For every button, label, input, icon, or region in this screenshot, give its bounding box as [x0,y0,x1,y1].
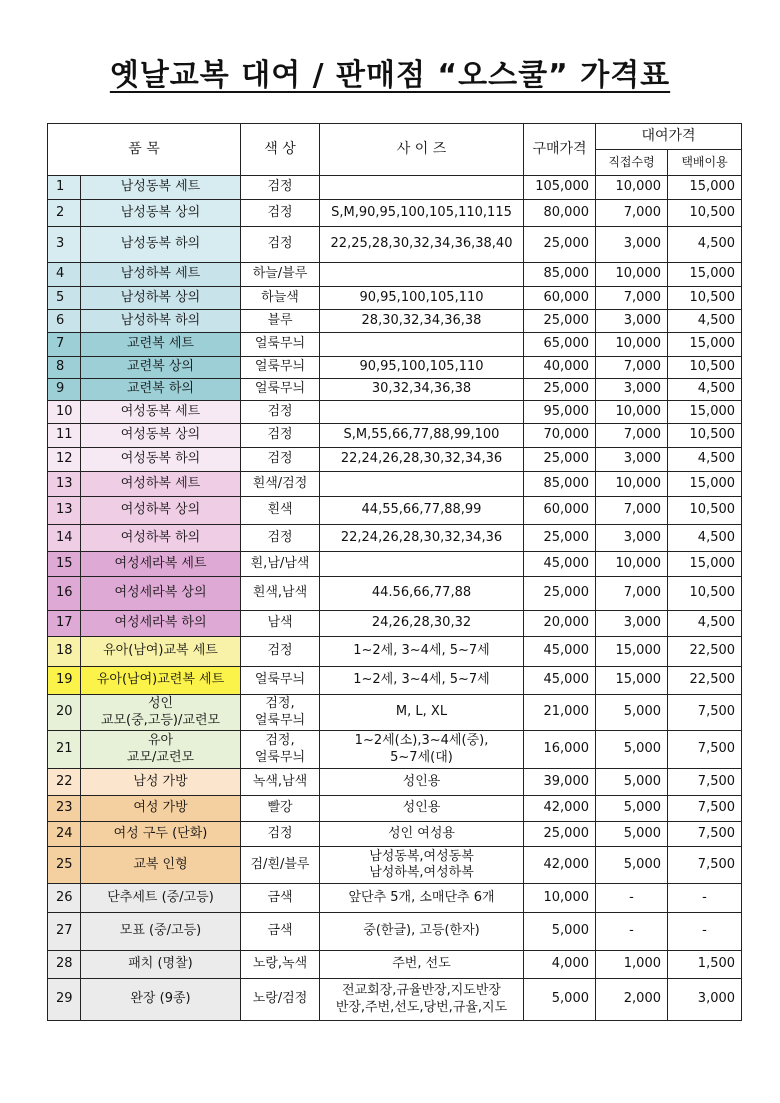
cell-direct: 2,000 [596,979,668,1021]
cell-item: 모표 (중/고등) [81,913,241,951]
cell-item: 여성동복 상의 [81,424,241,448]
table-row [48,472,742,497]
cell-size [320,333,524,357]
cell-size: 성인 여성용 [320,822,524,847]
cell-size: S,M,55,66,77,88,99,100 [320,424,524,448]
cell-no: 15 [48,552,81,577]
cell-size [320,263,524,287]
cell-delivery: 22,500 [668,637,742,667]
cell-delivery: 1,500 [668,951,742,979]
cell-no: 3 [48,227,81,263]
cell-no: 14 [48,525,81,552]
cell-delivery: 4,500 [668,525,742,552]
cell-purchase: 45,000 [524,667,596,695]
table-row [48,263,742,287]
cell-purchase: 105,000 [524,176,596,200]
cell-no: 5 [48,287,81,310]
table-row [48,611,742,637]
cell-purchase: 42,000 [524,796,596,822]
cell-direct: 5,000 [596,769,668,796]
cell-direct: - [596,913,668,951]
cell-item: 남성하복 세트 [81,263,241,287]
table-row [48,424,742,448]
cell-direct: 5,000 [596,847,668,884]
cell-item: 남성 가방 [81,769,241,796]
cell-no: 10 [48,401,81,424]
cell-direct: 5,000 [596,796,668,822]
cell-direct: 7,000 [596,577,668,611]
cell-color: 금색 [241,913,320,951]
cell-delivery: 4,500 [668,310,742,333]
cell-purchase: 25,000 [524,379,596,401]
table-row [48,695,742,731]
cell-purchase: 42,000 [524,847,596,884]
cell-color: 노랑,녹색 [241,951,320,979]
cell-delivery: 4,500 [668,611,742,637]
cell-color: 하늘색 [241,287,320,310]
cell-direct: 10,000 [596,472,668,497]
cell-size: 전교회장,규율반장,지도반장 반장,주번,선도,당번,규율,지도 [320,979,524,1021]
table-row [48,227,742,263]
cell-item: 여성 구두 (단화) [81,822,241,847]
table-row [48,200,742,227]
cell-purchase: 5,000 [524,979,596,1021]
table-row [48,497,742,525]
cell-direct: 5,000 [596,695,668,731]
cell-size [320,401,524,424]
cell-color: 검정 [241,401,320,424]
table-row [48,176,742,200]
cell-direct: 10,000 [596,401,668,424]
cell-color: 검/흰/블루 [241,847,320,884]
cell-delivery: 15,000 [668,472,742,497]
cell-size [320,552,524,577]
cell-purchase: 25,000 [524,448,596,472]
table-row [48,769,742,796]
header-color: 색 상 [241,124,320,176]
table-row [48,287,742,310]
cell-delivery: 15,000 [668,263,742,287]
header-purchase: 구매가격 [524,124,596,176]
cell-no: 11 [48,424,81,448]
cell-no: 8 [48,357,81,379]
cell-delivery: 7,500 [668,731,742,769]
cell-size: 22,24,26,28,30,32,34,36 [320,525,524,552]
cell-direct: 10,000 [596,176,668,200]
cell-no: 18 [48,637,81,667]
cell-color: 노랑/검정 [241,979,320,1021]
cell-purchase: 45,000 [524,552,596,577]
cell-size: 22,24,26,28,30,32,34,36 [320,448,524,472]
cell-delivery: 15,000 [668,552,742,577]
cell-item: 남성동복 하의 [81,227,241,263]
cell-color: 검정, 얼룩무늬 [241,695,320,731]
cell-delivery: - [668,913,742,951]
cell-delivery: 3,000 [668,979,742,1021]
cell-color: 검정 [241,176,320,200]
cell-color: 흰색 [241,497,320,525]
cell-purchase: 60,000 [524,287,596,310]
cell-delivery: 10,500 [668,424,742,448]
cell-delivery: 4,500 [668,448,742,472]
cell-no: 4 [48,263,81,287]
table-row [48,357,742,379]
table-row [48,379,742,401]
cell-purchase: 95,000 [524,401,596,424]
cell-item: 완장 (9종) [81,979,241,1021]
cell-delivery: 10,500 [668,357,742,379]
cell-size: 90,95,100,105,110 [320,287,524,310]
cell-purchase: 85,000 [524,263,596,287]
cell-no: 19 [48,667,81,695]
cell-item: 여성세라복 세트 [81,552,241,577]
table-row [48,401,742,424]
cell-item: 여성하복 세트 [81,472,241,497]
cell-item: 유아 교모/교련모 [81,731,241,769]
cell-no: 24 [48,822,81,847]
cell-item: 교련복 세트 [81,333,241,357]
cell-no: 17 [48,611,81,637]
cell-purchase: 10,000 [524,884,596,913]
cell-purchase: 5,000 [524,913,596,951]
cell-delivery: 10,500 [668,287,742,310]
cell-no: 25 [48,847,81,884]
cell-color: 블루 [241,310,320,333]
cell-item: 교복 인형 [81,847,241,884]
cell-direct: 1,000 [596,951,668,979]
cell-color: 얼룩무늬 [241,333,320,357]
cell-direct: 10,000 [596,263,668,287]
cell-size: 1~2세, 3~4세, 5~7세 [320,637,524,667]
cell-color: 검정 [241,200,320,227]
cell-size: M, L, XL [320,695,524,731]
cell-size [320,472,524,497]
cell-item: 유아(남여)교복 세트 [81,637,241,667]
cell-purchase: 20,000 [524,611,596,637]
cell-color: 녹색,남색 [241,769,320,796]
cell-purchase: 25,000 [524,310,596,333]
page-title: 옛날교복 대여 / 판매점 “오스쿨” 가격표 [109,58,671,93]
cell-direct: 7,000 [596,497,668,525]
cell-item: 여성하복 상의 [81,497,241,525]
cell-purchase: 4,000 [524,951,596,979]
cell-item: 남성동복 상의 [81,200,241,227]
cell-item: 여성하복 하의 [81,525,241,552]
cell-color: 검정 [241,525,320,552]
cell-delivery: 10,500 [668,200,742,227]
cell-color: 흰색/검정 [241,472,320,497]
table-row [48,822,742,847]
cell-color: 흰,남/남색 [241,552,320,577]
cell-direct: 3,000 [596,227,668,263]
table-row [48,333,742,357]
cell-size: 1~2세, 3~4세, 5~7세 [320,667,524,695]
cell-purchase: 25,000 [524,822,596,847]
cell-direct: 3,000 [596,448,668,472]
cell-item: 여성동복 세트 [81,401,241,424]
cell-direct: 3,000 [596,525,668,552]
cell-delivery: 7,500 [668,822,742,847]
cell-size: 44.56,66,77,88 [320,577,524,611]
header-rental: 대여가격 [596,124,742,150]
cell-direct: 3,000 [596,611,668,637]
cell-purchase: 85,000 [524,472,596,497]
cell-no: 22 [48,769,81,796]
cell-purchase: 39,000 [524,769,596,796]
cell-no: 21 [48,731,81,769]
table-row [48,951,742,979]
cell-item: 성인 교모(중,고등)/교련모 [81,695,241,731]
cell-no: 12 [48,448,81,472]
cell-item: 남성하복 상의 [81,287,241,310]
cell-item: 여성세라복 하의 [81,611,241,637]
cell-no: 13 [48,472,81,497]
cell-delivery: 15,000 [668,333,742,357]
table-row [48,731,742,769]
cell-delivery: 22,500 [668,667,742,695]
cell-color: 흰색,남색 [241,577,320,611]
cell-item: 여성 가방 [81,796,241,822]
cell-delivery: - [668,884,742,913]
cell-purchase: 70,000 [524,424,596,448]
cell-purchase: 25,000 [524,577,596,611]
cell-size [320,176,524,200]
cell-delivery: 15,000 [668,401,742,424]
cell-purchase: 16,000 [524,731,596,769]
cell-item: 교련복 하의 [81,379,241,401]
cell-delivery: 7,500 [668,847,742,884]
cell-direct: 3,000 [596,379,668,401]
cell-purchase: 60,000 [524,497,596,525]
table-row [48,637,742,667]
cell-delivery: 7,500 [668,695,742,731]
cell-item: 교련복 상의 [81,357,241,379]
table-row [48,525,742,552]
cell-item: 남성하복 하의 [81,310,241,333]
cell-no: 6 [48,310,81,333]
cell-direct: 15,000 [596,667,668,695]
cell-no: 9 [48,379,81,401]
cell-size: 주번, 선도 [320,951,524,979]
cell-delivery: 7,500 [668,796,742,822]
table-row [48,667,742,695]
cell-purchase: 25,000 [524,227,596,263]
cell-color: 검정, 얼룩무늬 [241,731,320,769]
cell-purchase: 45,000 [524,637,596,667]
table-row [48,884,742,913]
cell-direct: 3,000 [596,310,668,333]
cell-no: 20 [48,695,81,731]
cell-color: 얼룩무늬 [241,667,320,695]
header-delivery: 택배이용 [668,150,742,176]
cell-direct: - [596,884,668,913]
table-row [48,979,742,1021]
cell-size: 성인용 [320,769,524,796]
cell-no: 26 [48,884,81,913]
cell-color: 빨강 [241,796,320,822]
table-row [48,448,742,472]
table-row [48,847,742,884]
cell-delivery: 10,500 [668,497,742,525]
cell-item: 여성세라복 상의 [81,577,241,611]
table-row [48,577,742,611]
cell-size: 성인용 [320,796,524,822]
cell-direct: 10,000 [596,333,668,357]
cell-purchase: 65,000 [524,333,596,357]
cell-direct: 7,000 [596,357,668,379]
cell-delivery: 10,500 [668,577,742,611]
cell-color: 하늘/블루 [241,263,320,287]
cell-color: 금색 [241,884,320,913]
cell-delivery: 4,500 [668,379,742,401]
cell-size: 남성동복,여성동복 남성하복,여성하복 [320,847,524,884]
cell-item: 여성동복 하의 [81,448,241,472]
header-item: 품 목 [48,124,241,176]
cell-color: 얼룩무늬 [241,357,320,379]
cell-item: 남성동복 세트 [81,176,241,200]
cell-no: 1 [48,176,81,200]
cell-item: 유아(남여)교련복 세트 [81,667,241,695]
cell-no: 29 [48,979,81,1021]
cell-size: 90,95,100,105,110 [320,357,524,379]
cell-purchase: 40,000 [524,357,596,379]
cell-size: 30,32,34,36,38 [320,379,524,401]
header-direct: 직접수령 [596,150,668,176]
cell-no: 13 [48,497,81,525]
cell-size: 중(한글), 고등(한자) [320,913,524,951]
cell-size: 1~2세(소),3~4세(중), 5~7세(대) [320,731,524,769]
cell-size: 44,55,66,77,88,99 [320,497,524,525]
cell-color: 남색 [241,611,320,637]
table-row [48,310,742,333]
cell-purchase: 25,000 [524,525,596,552]
cell-no: 28 [48,951,81,979]
cell-color: 검정 [241,227,320,263]
cell-size: 24,26,28,30,32 [320,611,524,637]
cell-size: 22,25,28,30,32,34,36,38,40 [320,227,524,263]
cell-no: 2 [48,200,81,227]
cell-item: 단추세트 (중/고등) [81,884,241,913]
cell-direct: 10,000 [596,552,668,577]
table-row [48,913,742,951]
cell-color: 검정 [241,448,320,472]
cell-no: 16 [48,577,81,611]
cell-delivery: 7,500 [668,769,742,796]
cell-purchase: 80,000 [524,200,596,227]
cell-size: S,M,90,95,100,105,110,115 [320,200,524,227]
table-row [48,552,742,577]
cell-color: 검정 [241,424,320,448]
cell-direct: 5,000 [596,731,668,769]
cell-direct: 5,000 [596,822,668,847]
cell-color: 검정 [241,637,320,667]
cell-direct: 7,000 [596,287,668,310]
cell-direct: 7,000 [596,424,668,448]
price-table [47,123,742,1021]
cell-purchase: 21,000 [524,695,596,731]
cell-color: 검정 [241,822,320,847]
cell-size: 28,30,32,34,36,38 [320,310,524,333]
cell-item: 패치 (명찰) [81,951,241,979]
header-size: 사 이 즈 [320,124,524,176]
cell-no: 27 [48,913,81,951]
cell-direct: 7,000 [596,200,668,227]
cell-size: 앞단추 5개, 소매단추 6개 [320,884,524,913]
cell-direct: 15,000 [596,637,668,667]
cell-color: 얼룩무늬 [241,379,320,401]
table-row [48,796,742,822]
cell-no: 7 [48,333,81,357]
cell-delivery: 4,500 [668,227,742,263]
cell-no: 23 [48,796,81,822]
cell-delivery: 15,000 [668,176,742,200]
